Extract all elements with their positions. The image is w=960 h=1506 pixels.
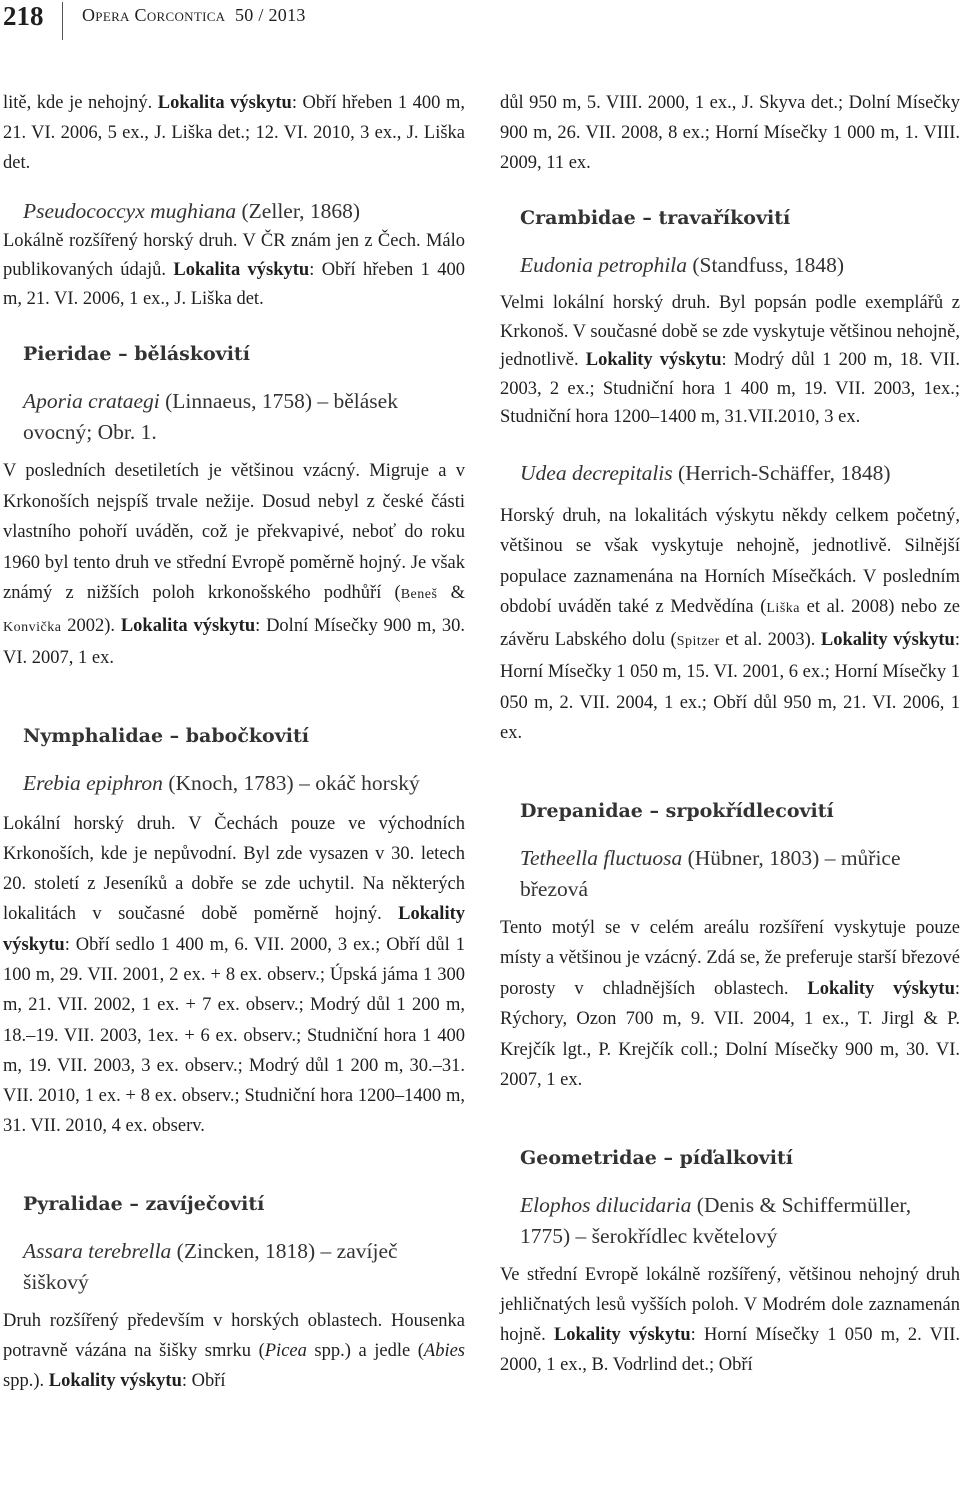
- species-text: V posledních desetiletích je většinou vzácný. Migruje a v Krkonoších nejspíš trvale nežije. Dosud nebyl z české části vlastního pohoří uváděn, což je překvapivé, neboť do roku 1960 byl tento druh ve střední Evropě poměrně hojný. Je však známý z nižších poloh krkonošského podhůří (Beneš & Konvička 2002). Lokalita výskytu: Dolní Mísečky 900 m, 30. VI. 2007, 1 ex.: [3, 461, 466, 668]
- species-heading: Pseudococcyx mughiana (Zeller, 1868): [23, 199, 361, 223]
- species-heading: Assara terebrella (Zincken, 1818) – zavíječ šiškový: [23, 1238, 398, 1294]
- species-text: Velmi lokální horský druh. Byl popsán podle exemplářů z Krkonoš. V současné době se zde vyskytuje většinou nehojně, jednotlivě. Lokality výskytu: Modrý důl 1 200 m, 18. VII. 2003, 2 ex.; Studniční hora 1 400 m, 19. VII. 2003, 1ex.; Studniční hora 1200–1400 m, 31.VII.2010, 3 ex.: [500, 293, 960, 427]
- species-text: Lokálně rozšířený horský druh. V ČR znám jen z Čech. Málo publikovaných údajů. Lokalita výskytu: Obří hřeben 1 400 m, 21. VI. 2006, 1 ex., J. Liška det.: [3, 231, 465, 309]
- page-number: 218: [3, 1, 44, 31]
- journal-title: Opera Corcontica: [82, 5, 226, 25]
- species-heading: Elophos dilucidaria (Denis & Schiffermüller, 1775) – šerokřídlec květelový: [520, 1192, 912, 1248]
- species-heading: Tetheella fluctuosa (Hübner, 1803) – můřice březová: [520, 845, 901, 901]
- section-heading: Pyralidae – zavíječovití: [23, 1192, 265, 1215]
- species-heading: Aporia crataegi (Linnaeus, 1758) – bělásek ovocný; Obr. 1.: [23, 389, 398, 444]
- section-heading: Crambidae – travaříkovití: [520, 207, 791, 229]
- section-heading: Pieridae – běláskovití: [23, 343, 250, 365]
- header-divider: [62, 2, 63, 40]
- section-heading: Geometridae – píďalkovití: [520, 1146, 794, 1169]
- species-heading: Erebia epiphron (Knoch, 1783) – okáč horský: [23, 770, 420, 795]
- species-heading: Eudonia petrophila (Standfuss, 1848): [520, 253, 845, 277]
- running-head: [82, 2, 306, 28]
- species-heading: Udea decrepitalis (Herrich-Schäffer, 1848): [520, 460, 891, 485]
- species-text: Ve střední Evropě lokálně rozšířený, většinou nehojný druh jehličnatých lesů vyšších poloh. V Modrém dole zaznamenán hojně. Lokality výskytu: Horní Mísečky 1 050 m, 2. VII. 2000, 1 ex., B. Vodrlind det.; Obří: [500, 1264, 960, 1375]
- page-header: [0, 0, 960, 40]
- section-heading: Nymphalidae – babočkovití: [23, 724, 309, 747]
- intro-paragraph: litě, kde je nehojný. Lokalita výskytu: Obří hřeben 1 400 m, 21. VI. 2006, 5 ex., J. Liška det.; 12. VI. 2010, 3 ex., J. Liška det.: [3, 93, 465, 173]
- continued-paragraph: důl 950 m, 5. VIII. 2000, 1 ex., J. Skyva det.; Dolní Mísečky 900 m, 26. VII. 2008, 8 ex.; Horní Mísečky 1 000 m, 1. VIII. 2009, 11 ex.: [500, 93, 960, 173]
- species-text: Lokální horský druh. V Čechách pouze ve východních Krkonoších, kde je nepůvodní. Byl zde vysazen v 30. letech 20. století z Jeseníků a dobře se zde uchytil. Na některých lokalitách v současné době poměrně hojný. Lokality výskytu: Obří sedlo 1 400 m, 6. VII. 2000, 3 ex.; Obří důl 1 100 m, 29. VII. 2001, 2 ex. + 8 ex. observ.; Úpská jáma 1 300 m, 21. VII. 2002, 1 ex. + 7 ex. observ.; Modrý důl 1 200 m, 18.–19. VII. 2003, 1ex. + 6 ex. observ.; Studniční hora 1 400 m, 19. VII. 2003, 3 ex. observ.; Modrý důl 1 200 m, 30.–31. VII. 2010, 1 ex. + 8 ex. observ.; Studniční hora 1200–1400 m, 31. VII. 2010, 4 ex. observ.: [3, 813, 465, 1137]
- left-column: [3, 88, 465, 1396]
- right-column: [500, 88, 960, 1380]
- section-heading: Drepanidae – srpokřídlecovití: [520, 799, 834, 822]
- issue-number: 50 / 2013: [234, 5, 306, 25]
- species-text: Horský druh, na lokalitách výskytu někdy celkem početný, většinou se však vyskytuje nehojně, jednotlivě. Silnější populace zaznamenána na Horních Mísečkách. V posledním období uváděn také z Medvědína (Liška et al. 2008) nebo ze závěru Labského dolu (Spitzer et al. 2003). Lokality výskytu: Horní Mísečky 1 050 m, 15. VI. 2001, 6 ex.; Horní Mísečky 1 050 m, 2. VII. 2004, 1 ex.; Obří důl 950 m, 21. VI. 2006, 1 ex.: [500, 505, 960, 743]
- species-text: Tento motýl se v celém areálu rozšíření vyskytuje pouze místy a většinou je vzácný. Zdá se, že preferuje starší březové porosty v chladnějších oblastech. Lokality výskytu: Rýchory, Ozon 700 m, 9. VII. 2004, 1 ex., T. Jirgl & P. Krejčík lgt., P. Krejčík coll.; Dolní Mísečky 900 m, 30. VI. 2007, 1 ex.: [500, 917, 960, 1090]
- species-text: Druh rozšířený především v horských oblastech. Housenka potravně vázána na šišky smrku (Picea spp.) a jedle (Abies spp.). Lokality výskytu: Obří: [3, 1310, 466, 1391]
